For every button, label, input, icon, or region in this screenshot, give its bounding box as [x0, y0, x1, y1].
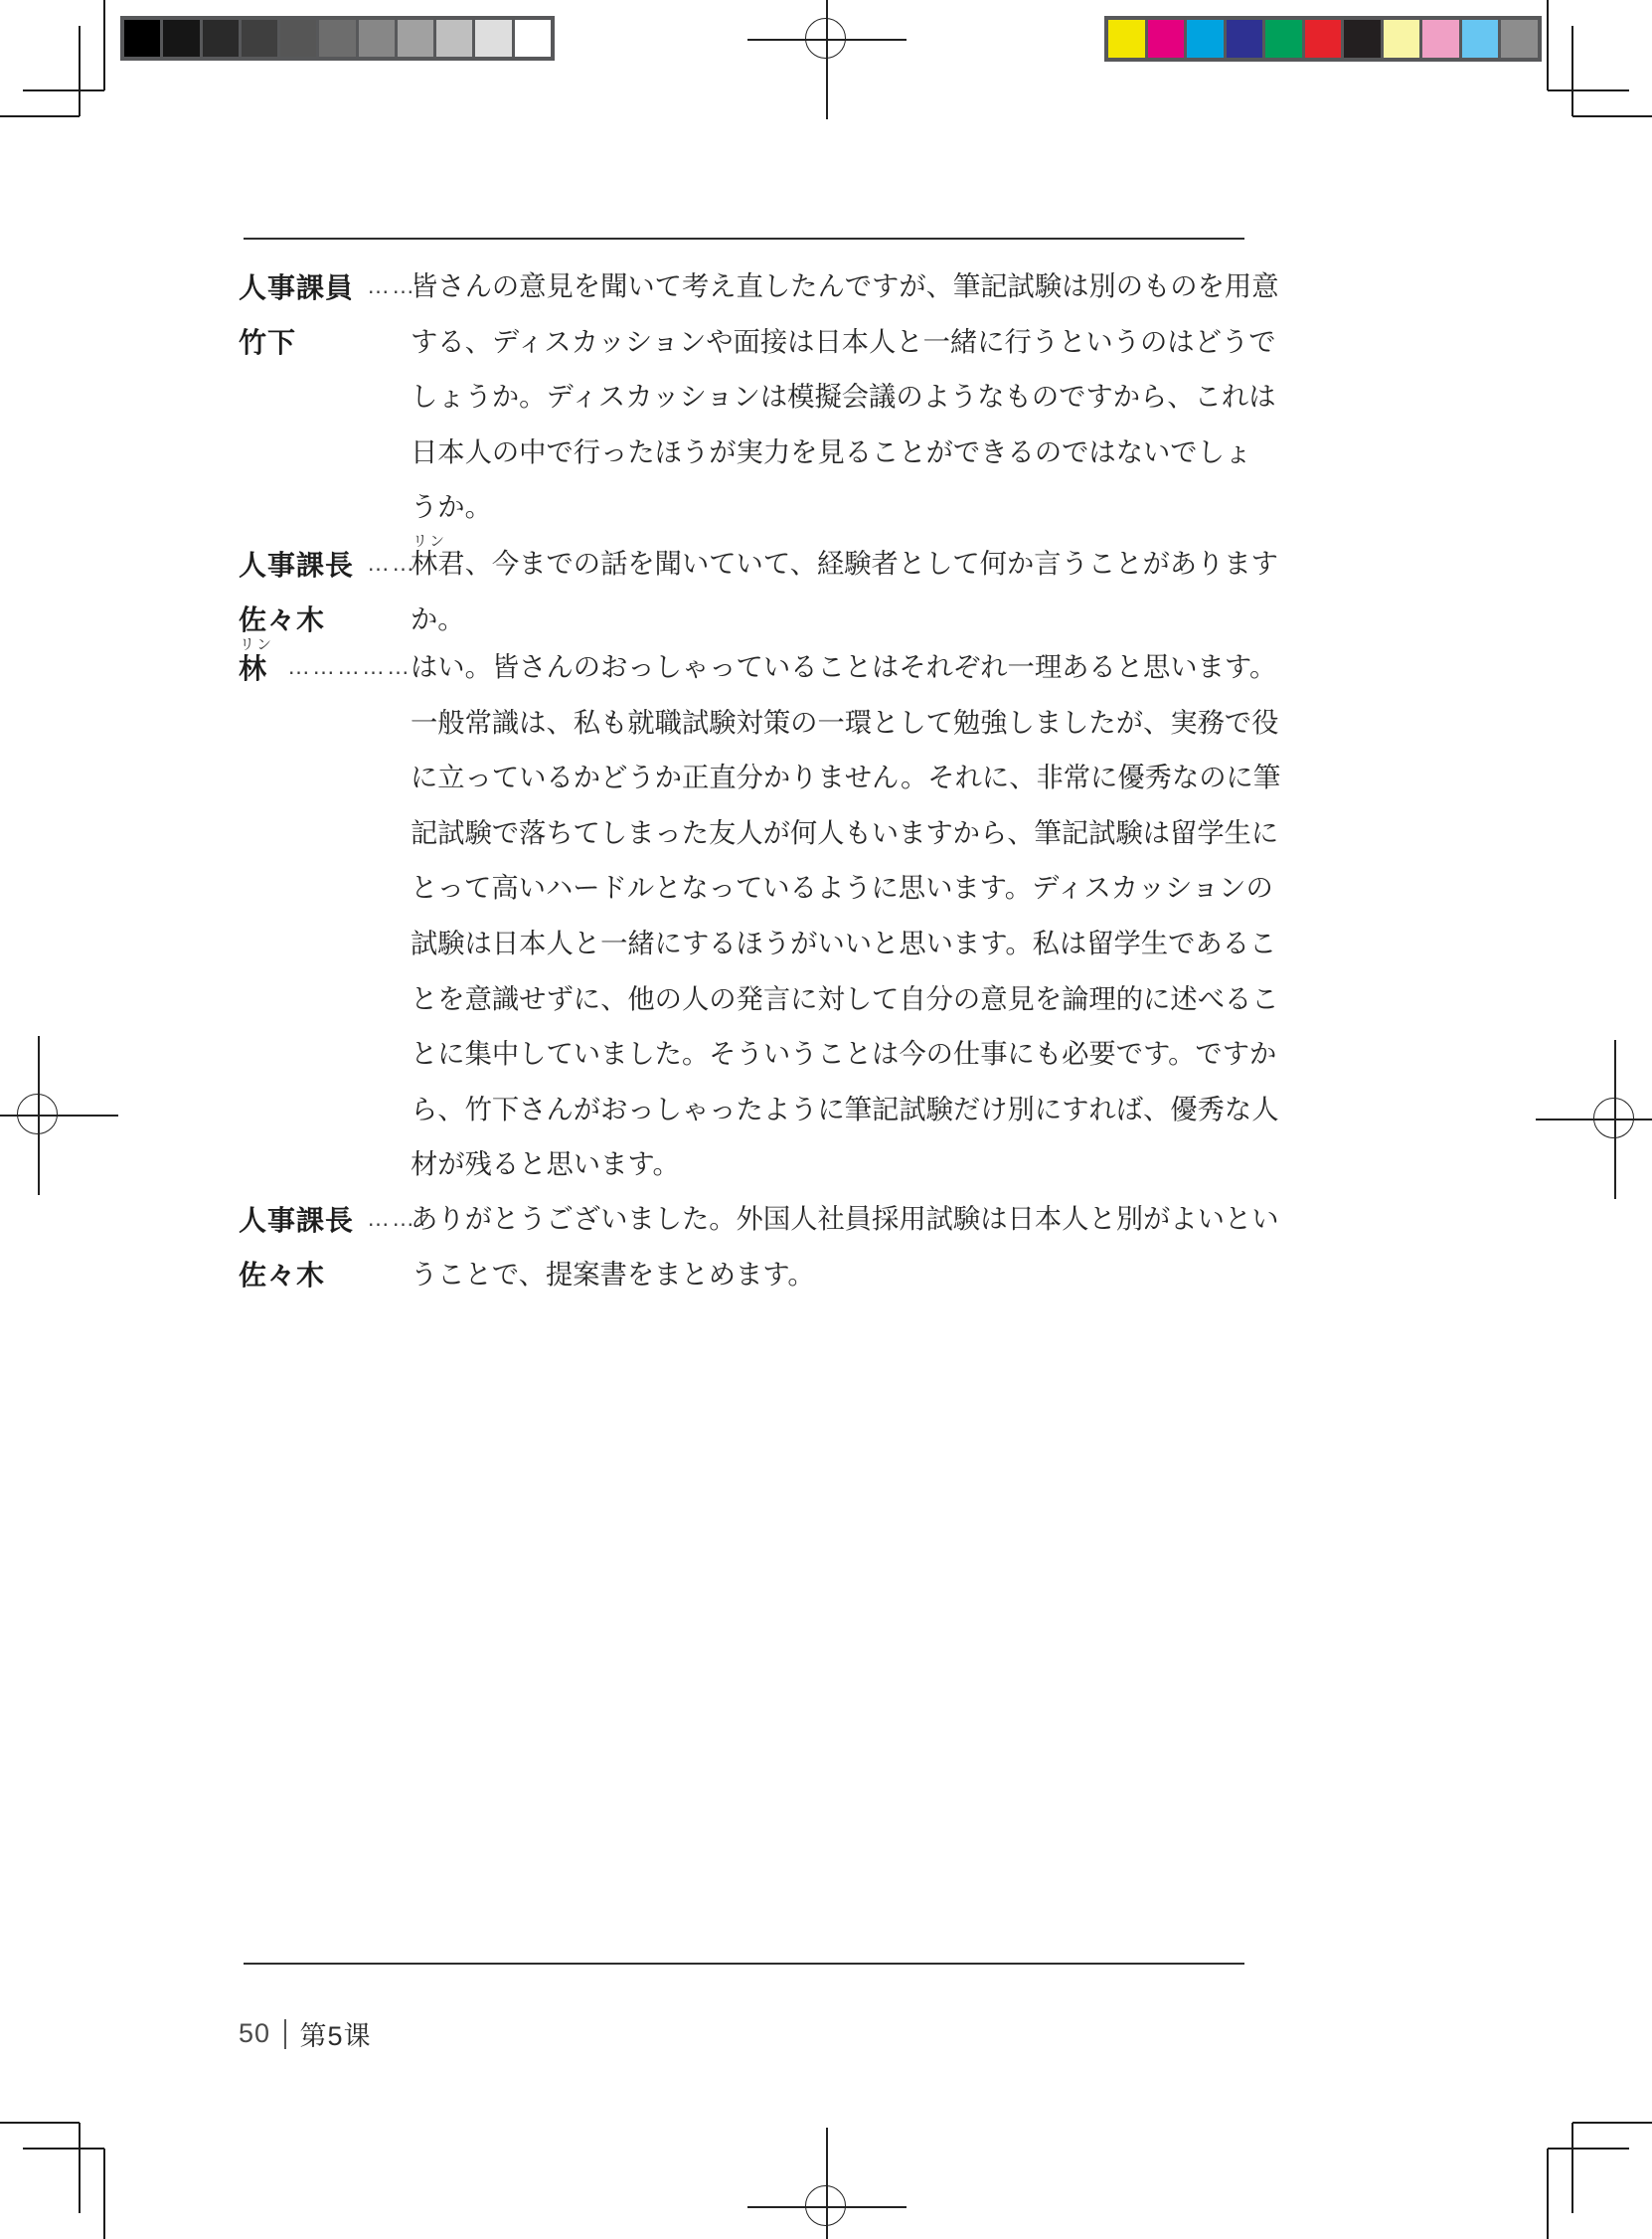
speech-line: はい。皆さんのおっしゃっていることはそれぞれ一理あると思います。 [411, 651, 1277, 682]
page-number: 50 [239, 2018, 271, 2048]
speech-text [411, 1191, 1279, 1301]
furigana-ruby: リン [413, 533, 447, 550]
color-swatch [436, 20, 472, 57]
registration-mark-bottom-center [747, 2128, 907, 2239]
speaker-name: 人事課長 [239, 549, 355, 581]
speaker-name: 竹下 [239, 327, 297, 359]
speech-line: うことで、提案書をまとめます。 [411, 1258, 815, 1290]
speaker-name: 林 [239, 652, 268, 684]
color-swatch [163, 20, 199, 57]
color-swatch [1344, 20, 1381, 58]
speech-line: する、ディスカッションや面接は日本人と一緒に行うというのはどうで [411, 325, 1276, 357]
dialogue-turn [239, 258, 1279, 535]
speech-line: に立っているかどうか正直分かりません。それに、非常に優秀なのに筆 [411, 762, 1281, 793]
color-calibration-bar [1104, 16, 1542, 62]
dialogue-turn [239, 533, 1278, 647]
speech-line: 林君、今までの話を聞いていて、経験者として何か言うことがあります [411, 548, 1278, 579]
color-swatch [1148, 20, 1185, 58]
color-swatch [319, 20, 355, 57]
grayscale-calibration-bar [120, 16, 555, 61]
color-swatch [1462, 20, 1499, 58]
dialogue-turn [239, 636, 1281, 1192]
color-swatch [515, 20, 551, 57]
speaker-label-column [239, 639, 412, 695]
furigana-ruby: リン [240, 636, 274, 653]
registration-mark-top-center [747, 0, 907, 119]
speech-line: 材が残ると思います。 [411, 1148, 680, 1180]
speaker-name: 人事課員 [239, 271, 355, 303]
color-swatch [1501, 20, 1538, 58]
speech-line: 試験は日本人と一緒にするほうがいいと思います。私は留学生であるこ [411, 927, 1277, 958]
speaker-name: 人事課長 [239, 1204, 355, 1236]
color-swatch [1305, 20, 1342, 58]
color-swatch [398, 20, 433, 57]
speech-text [411, 639, 1281, 1192]
color-swatch [359, 20, 395, 57]
registration-mark-right-middle [1536, 1040, 1652, 1199]
speech-line: 一般常識は、私も就職試験対策の一環として勉強しましたが、実務で役 [411, 706, 1279, 738]
page-footer [239, 2014, 372, 2053]
speech-line: か。 [411, 603, 465, 634]
speech-text [411, 536, 1278, 646]
speaker-label-column [239, 1191, 416, 1301]
speech-line: 皆さんの意見を聞いて考え直したんですが、筆記試験は別のものを用意 [411, 270, 1279, 301]
footer-separator [284, 2019, 286, 2049]
color-swatch [280, 20, 316, 57]
speech-text [411, 258, 1279, 535]
speaker-label-column [239, 258, 416, 369]
dialogue-turn [239, 1191, 1279, 1302]
color-swatch [1384, 20, 1420, 58]
color-swatch [1227, 20, 1263, 58]
color-swatch [1108, 20, 1145, 58]
color-swatch [242, 20, 277, 57]
color-swatch [203, 20, 239, 57]
color-swatch [1265, 20, 1302, 58]
speaker-name: 佐々木 [239, 604, 326, 636]
color-swatch [124, 20, 160, 57]
speech-line: とを意識せずに、他の人の発言に対して自分の意見を論理的に述べるこ [411, 982, 1279, 1014]
speech-line: とに集中していました。そういうことは今の仕事にも必要です。ですか [411, 1038, 1277, 1070]
bottom-rule [244, 1963, 1244, 1965]
speech-line: うか。 [411, 491, 492, 523]
registration-mark-left-middle [0, 1036, 118, 1195]
color-swatch [475, 20, 511, 57]
color-swatch [1187, 20, 1224, 58]
speaker-name: 佐々木 [239, 1260, 326, 1292]
leader-dots: …… [367, 272, 417, 299]
speech-line: とって高いハードルとなっているように思います。ディスカッションの [411, 872, 1273, 904]
leader-dots: …… [367, 1205, 417, 1232]
speaker-label-column [239, 536, 416, 646]
leader-dots: …………… [287, 653, 413, 680]
speech-line: 日本人の中で行ったほうが実力を見ることができるのではないでしょ [411, 435, 1252, 467]
speech-line: 記試験で落ちてしまった友人が何人もいますから、筆記試験は留学生に [411, 816, 1279, 848]
speech-line: しょうか。ディスカッションは模擬会議のようなものですから、これは [411, 381, 1276, 413]
color-swatch [1422, 20, 1459, 58]
speech-line: ありがとうございました。外国人社員採用試験は日本人と別がよいとい [411, 1203, 1279, 1234]
chapter-label: 第5课 [299, 2021, 372, 2051]
speech-line: ら、竹下さんがおっしゃったように筆記試験だけ別にすれば、優秀な人 [411, 1093, 1279, 1124]
leader-dots: …… [367, 550, 417, 577]
top-rule [244, 238, 1244, 240]
